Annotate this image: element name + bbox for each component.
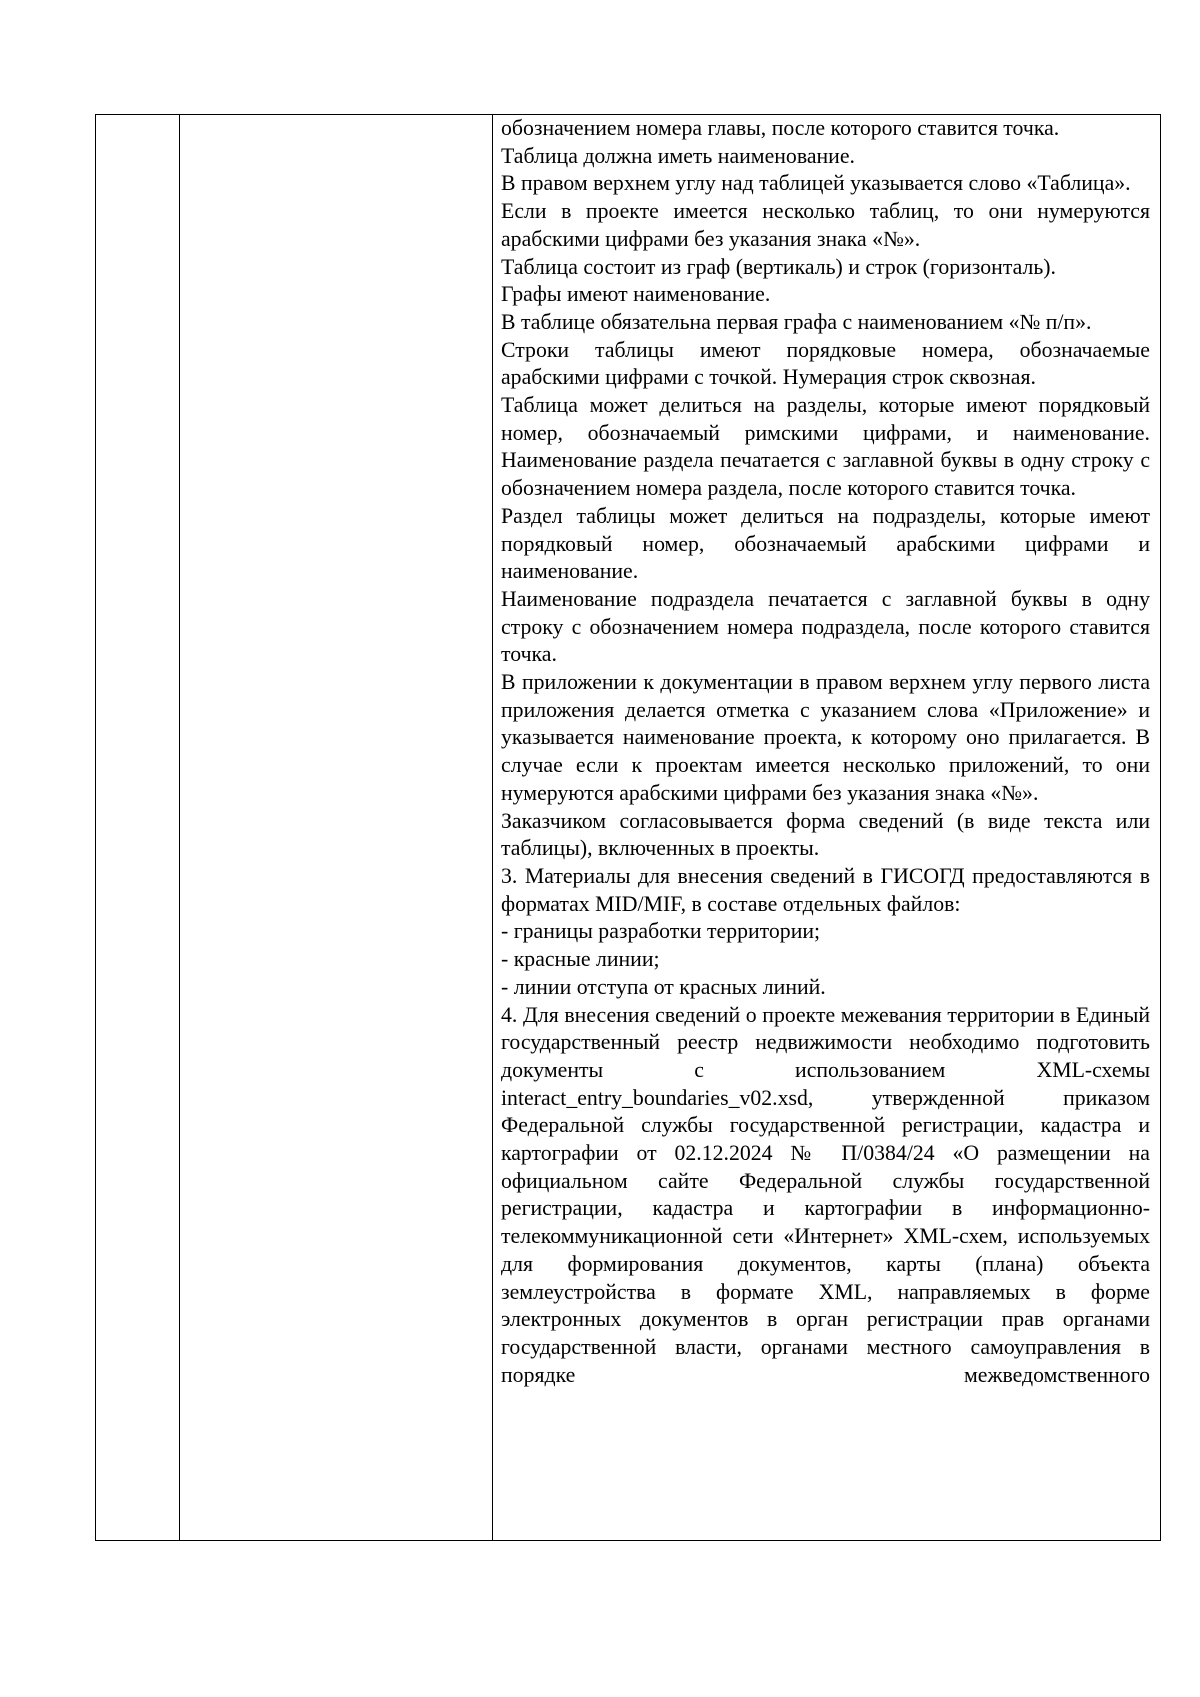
table-row bbox=[96, 115, 1161, 1541]
paragraph: Если в проекте имеется несколько таблиц, то они нумеруются арабскими цифрами без указания знака «№». bbox=[501, 199, 1150, 251]
paragraph: Графы имеют наименование. bbox=[501, 282, 771, 307]
paragraph: 4. Для внесения сведений о проекте межевания территории в Единый государственный реестр недвижимости необходимо подготовить документы с использованием XML-схемы interact_entry_boundaries_v02.xsd, утвержденной приказом Федеральной службы государственной регистрации, кадастра и картографии от 02.12.2024 № П/0384/24 «О размещении на официальном сайте Федеральной службы государственной регистрации, кадастра и картографии в информационно-телекоммуникационной сети «Интернет» XML-схем, используемых для формирования документов, карты (плана) объекта землеустройства в формате XML, направляемых в форме электронных документов в орган регистрации прав органами государственной власти, органами местного самоуправления в порядке межведомственного bbox=[501, 1002, 1150, 1387]
paragraph: В правом верхнем углу над таблицей указывается слово «Таблица». bbox=[501, 171, 1131, 196]
paragraph: обозначением номера главы, после которого ставится точка. bbox=[501, 116, 1060, 140]
paragraph: Таблица должна иметь наименование. bbox=[501, 143, 855, 168]
paragraph: Заказчиком согласовывается форма сведений (в виде текста или таблицы), включенных в проекты. bbox=[501, 808, 1150, 861]
paragraph: 3. Материалы для внесения сведений в ГИСОГД предоставляются в форматах MID/MIF, в составе отдельных файлов: bbox=[501, 863, 1150, 916]
list-item: - границы разработки территории; bbox=[501, 919, 821, 944]
document-table bbox=[95, 114, 1161, 1541]
number-cell bbox=[96, 115, 180, 1541]
paragraph: Таблица состоит из граф (вертикаль) и строк (горизонталь). bbox=[501, 254, 1057, 279]
paragraph: Таблица может делиться на разделы, которые имеют порядковый номер, обозначаемый римскими цифрами, и наименование. Наименование раздела печатается с заглавной буквы в одну строку с обозначением номера раздела, после которого ставится точка. bbox=[501, 393, 1150, 501]
list-item: - красные линии; bbox=[501, 947, 660, 972]
name-cell bbox=[180, 115, 493, 1541]
paragraph: Раздел таблицы может делиться на подразделы, которые имеют порядковый номер, обозначаемый арабскими цифрами и наименование. bbox=[501, 503, 1150, 584]
paragraph: Строки таблицы имеют порядковые номера, обозначаемые арабскими цифрами с точкой. Нумерация строк сквозная. bbox=[501, 337, 1150, 390]
text-cell bbox=[493, 115, 1161, 1541]
paragraph: В таблице обязательна первая графа с наименованием «№ п/п». bbox=[501, 309, 1092, 334]
list-item: - линии отступа от красных линий. bbox=[501, 974, 826, 999]
paragraph: Наименование подраздела печатается с заглавной буквы в одну строку с обозначением номера подраздела, после которого ставится точка. bbox=[501, 586, 1150, 667]
paragraph: В приложении к документации в правом верхнем углу первого листа приложения делается отметка с указанием слова «Приложение» и указывается наименование проекта, к которому оно прилагается. В случае если к проектам имеется несколько приложений, то они нумеруются арабскими цифрами без указания знака «№». bbox=[501, 670, 1150, 805]
